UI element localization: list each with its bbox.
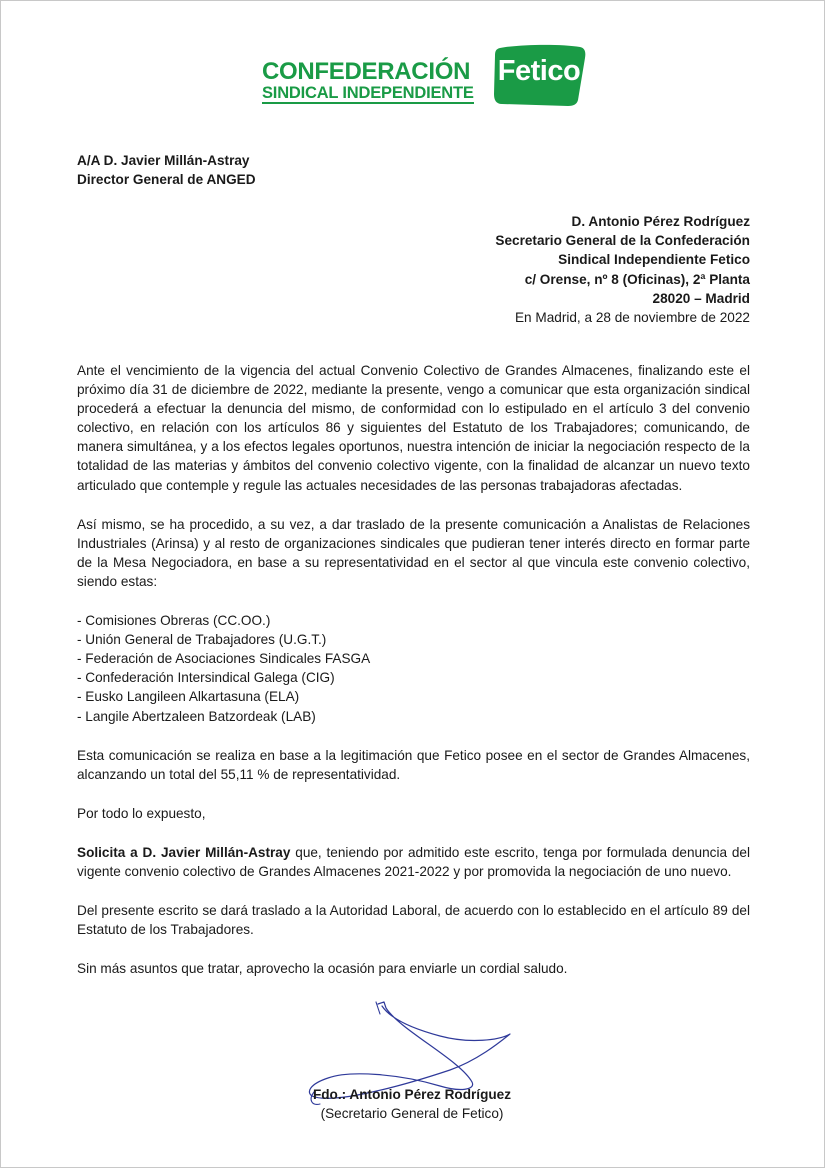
sender-city: 28020 – Madrid [652, 290, 750, 306]
list-item: - Confederación Intersindical Galega (CIG) [77, 670, 335, 686]
signatory-role: (Secretario General de Fetico) [320, 1106, 504, 1121]
paragraph-2: Así mismo, se ha procedido, a su vez, a dar traslado de la presente comunicación a Analistas de Relaciones Industriales (Arinsa) y al resto de organizaciones sindicales que pudieran tener interés directo en formar parte de la Mesa Negociadora, en base a su representatividad en el sector al que vincula este convenio colectivo, siendo estas: [77, 516, 750, 589]
logo-badge-text: Fetico [497, 55, 581, 87]
list-item: - Unión General de Trabajadores (U.G.T.) [77, 632, 327, 648]
request-bold-text: Solicita a D. Javier Millán-Astray [77, 844, 291, 860]
request-text: que, teniendo por admitido este escrito, tenga por formulada denuncia del vigente convenio colectivo de Grandes Almacenes 2021-2022 y por promovida la negociación de uno nuevo. [77, 844, 750, 879]
signatory-name: Fdo.: Antonio Pérez Rodríguez [312, 1087, 512, 1102]
organization-logo [262, 44, 592, 106]
addressee-name: A/A D. Javier Millán-Astray [77, 153, 250, 168]
letter-body [77, 361, 750, 978]
sender-name: D. Antonio Pérez Rodríguez [571, 214, 750, 229]
signature-block [290, 1085, 534, 1123]
letter-date: En Madrid, a 28 de noviembre de 2022 [514, 310, 750, 326]
list-item: - Federación de Asociaciones Sindicales FASGA [77, 651, 371, 667]
unions-list [77, 611, 750, 726]
paragraph-7: Sin más asuntos que tratar, aprovecho la ocasión para enviarle un cordial saludo. [77, 961, 568, 977]
paragraph-5 [77, 843, 750, 881]
paragraph-4: Por todo lo expuesto, [77, 805, 206, 821]
paragraph-3: Esta comunicación se realiza en base a la legitimación que Fetico posee en el sector de Grandes Almacenes, alcanzando un total del 55,11 % de representatividad. [77, 747, 750, 782]
logo-line-1: CONFEDERACIÓN [262, 58, 471, 85]
logo-underline [262, 102, 474, 104]
logo-line-2: SINDICAL INDEPENDIENTE [262, 84, 474, 102]
paragraph-6: Del presente escrito se dará traslado a la Autoridad Laboral, de acuerdo con lo establecido en el artículo 89 del Estatuto de los Trabajadores. [77, 903, 750, 938]
list-item: - Eusko Langileen Alkartasuna (ELA) [77, 689, 300, 705]
addressee-block [77, 151, 256, 189]
sender-address: c/ Orense, nº 8 (Oficinas), 2ª Planta [524, 271, 750, 287]
list-item: - Comisiones Obreras (CC.OO.) [77, 613, 271, 629]
paragraph-1: Ante el vencimiento de la vigencia del actual Convenio Colectivo de Grandes Almacenes, finalizando este el próximo día 31 de diciembre de 2022, mediante la presente, vengo a comunicar que esta organización sindical procederá a efectuar la denuncia del mismo, de conformidad con lo estipulado en el artículo 3 del convenio colectivo, en relación con los artículos 86 y siguientes del Estatuto de los Trabajadores; comunicando, de manera simultánea, y a los efectos legales oportunos, nuestra intención de iniciar la negociación respecto de la totalidad de las materias y ámbitos del convenio colectivo vigente, con la finalidad de alcanzar un nuevo texto articulado que contemple y regule las actuales necesidades de las personas trabajadoras afectadas. [77, 363, 750, 493]
sender-title-1: Secretario General de la Confederación [495, 233, 750, 249]
sender-block [495, 212, 750, 327]
list-item: - Langile Abertzaleen Batzordeak (LAB) [77, 708, 316, 724]
sender-title-2: Sindical Independiente Fetico [558, 252, 750, 268]
addressee-title: Director General de ANGED [77, 172, 256, 187]
